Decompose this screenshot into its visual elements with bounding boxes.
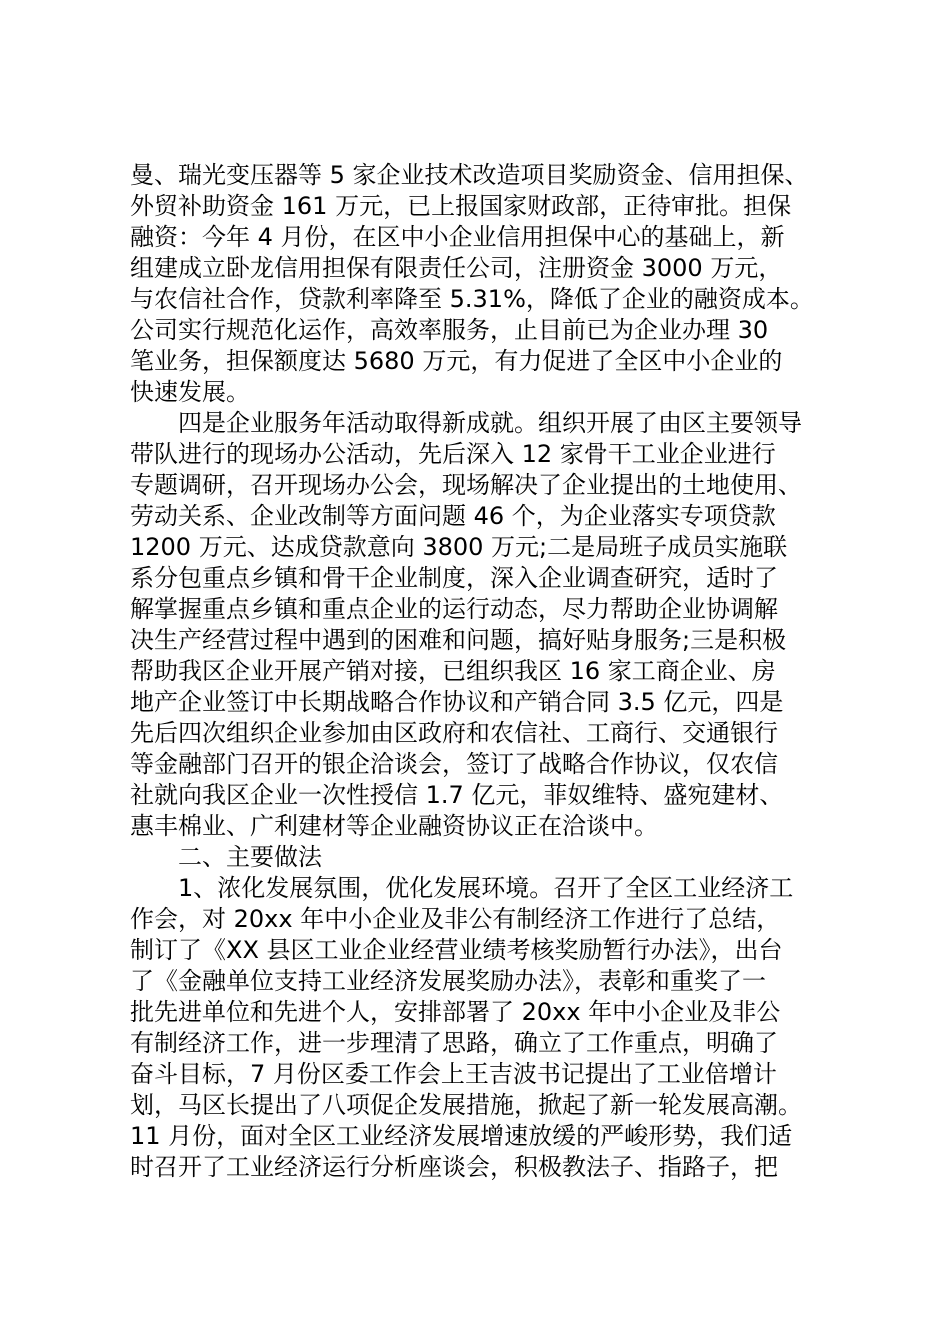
- text-line: 系分包重点乡镇和骨干企业制度，深入企业调查研究，适时了: [130, 564, 778, 592]
- text-line: 专题调研，召开现场办公会，现场解决了企业提出的土地使用、: [130, 471, 802, 499]
- text-line: 社就向我区企业一次性授信 1.7 亿元，菲奴维特、盛宛建材、: [130, 781, 784, 809]
- text-line: 了《金融单位支持工业经济发展奖励办法》，表彰和重奖了一: [130, 967, 766, 995]
- text-line: 等金融部门召开的银企洽谈会，签订了战略合作协议，仅农信: [130, 750, 778, 778]
- text-line: 组建成立卧龙信用担保有限责任公司，注册资金 3000 万元，: [130, 254, 783, 282]
- paragraph-start-line: 1、浓化发展氛围，优化发展环境。召开了全区工业经济工: [130, 874, 794, 902]
- text-line: 作会，对 20xx 年中小企业及非公有制经济工作进行了总结，: [130, 905, 781, 933]
- text-line: 惠丰棉业、广利建材等企业融资协议正在洽谈中。: [130, 812, 658, 840]
- text-line: 批先进单位和先进个人，安排部署了 20xx 年中小企业及非公: [130, 998, 781, 1026]
- text-line: 帮助我区企业开展产销对接，已组织我区 16 家工商企业、房: [130, 657, 776, 685]
- text-line: 融资：今年 4 月份，在区中小企业信用担保中心的基础上，新: [130, 223, 785, 251]
- text-line: 与农信社合作，贷款利率降至 5.31%，降低了企业的融资成本。: [130, 285, 814, 313]
- text-line: 1200 万元、达成贷款意向 3800 万元;二是局班子成员实施联: [130, 533, 788, 561]
- text-line: 曼、瑞光变压器等 5 家企业技术改造项目奖励资金、信用担保、: [130, 161, 809, 189]
- text-line: 外贸补助资金 161 万元，已上报国家财政部，正待审批。担保: [130, 192, 792, 220]
- text-line: 决生产经营过程中遇到的困难和问题，搞好贴身服务;三是积极: [130, 626, 787, 654]
- text-line: 先后四次组织企业参加由区政府和农信社、工商行、交通银行: [130, 719, 778, 747]
- text-line: 11 月份，面对全区工业经济发展增速放缓的严峻形势，我们适: [130, 1122, 793, 1150]
- text-line: 地产企业签订中长期战略合作协议和产销合同 3.5 亿元，四是: [130, 688, 784, 716]
- text-line: 奋斗目标，7 月份区委工作会上王吉波书记提出了工业倍增计: [130, 1060, 777, 1088]
- text-line: 劳动关系、企业改制等方面问题 46 个，为企业落实专项贷款: [130, 502, 776, 530]
- text-line: 时召开了工业经济运行分析座谈会，积极教法子、指路子，把: [130, 1153, 778, 1181]
- text-line: 划，马区长提出了八项促企发展措施，掀起了新一轮发展高潮。: [130, 1091, 802, 1119]
- text-line: 有制经济工作，进一步理清了思路，确立了工作重点，明确了: [130, 1029, 778, 1057]
- text-line: 带队进行的现场办公活动，先后深入 12 家骨干工业企业进行: [130, 440, 776, 468]
- text-line: 快速发展。: [130, 378, 250, 406]
- text-line: 解掌握重点乡镇和重点企业的运行动态，尽力帮助企业协调解: [130, 595, 778, 623]
- paragraph-start-line: 四是企业服务年活动取得新成就。组织开展了由区主要领导: [130, 409, 802, 437]
- text-line: 公司实行规范化运作，高效率服务，止目前已为企业办理 30: [130, 316, 769, 344]
- section-heading: 二、主要做法: [130, 843, 322, 871]
- text-line: 笔业务，担保额度达 5680 万元，有力促进了全区中小企业的: [130, 347, 783, 375]
- text-line: 制订了《XX 县区工业企业经营业绩考核奖励暂行办法》，出台: [130, 936, 783, 964]
- document-body: [130, 160, 850, 1183]
